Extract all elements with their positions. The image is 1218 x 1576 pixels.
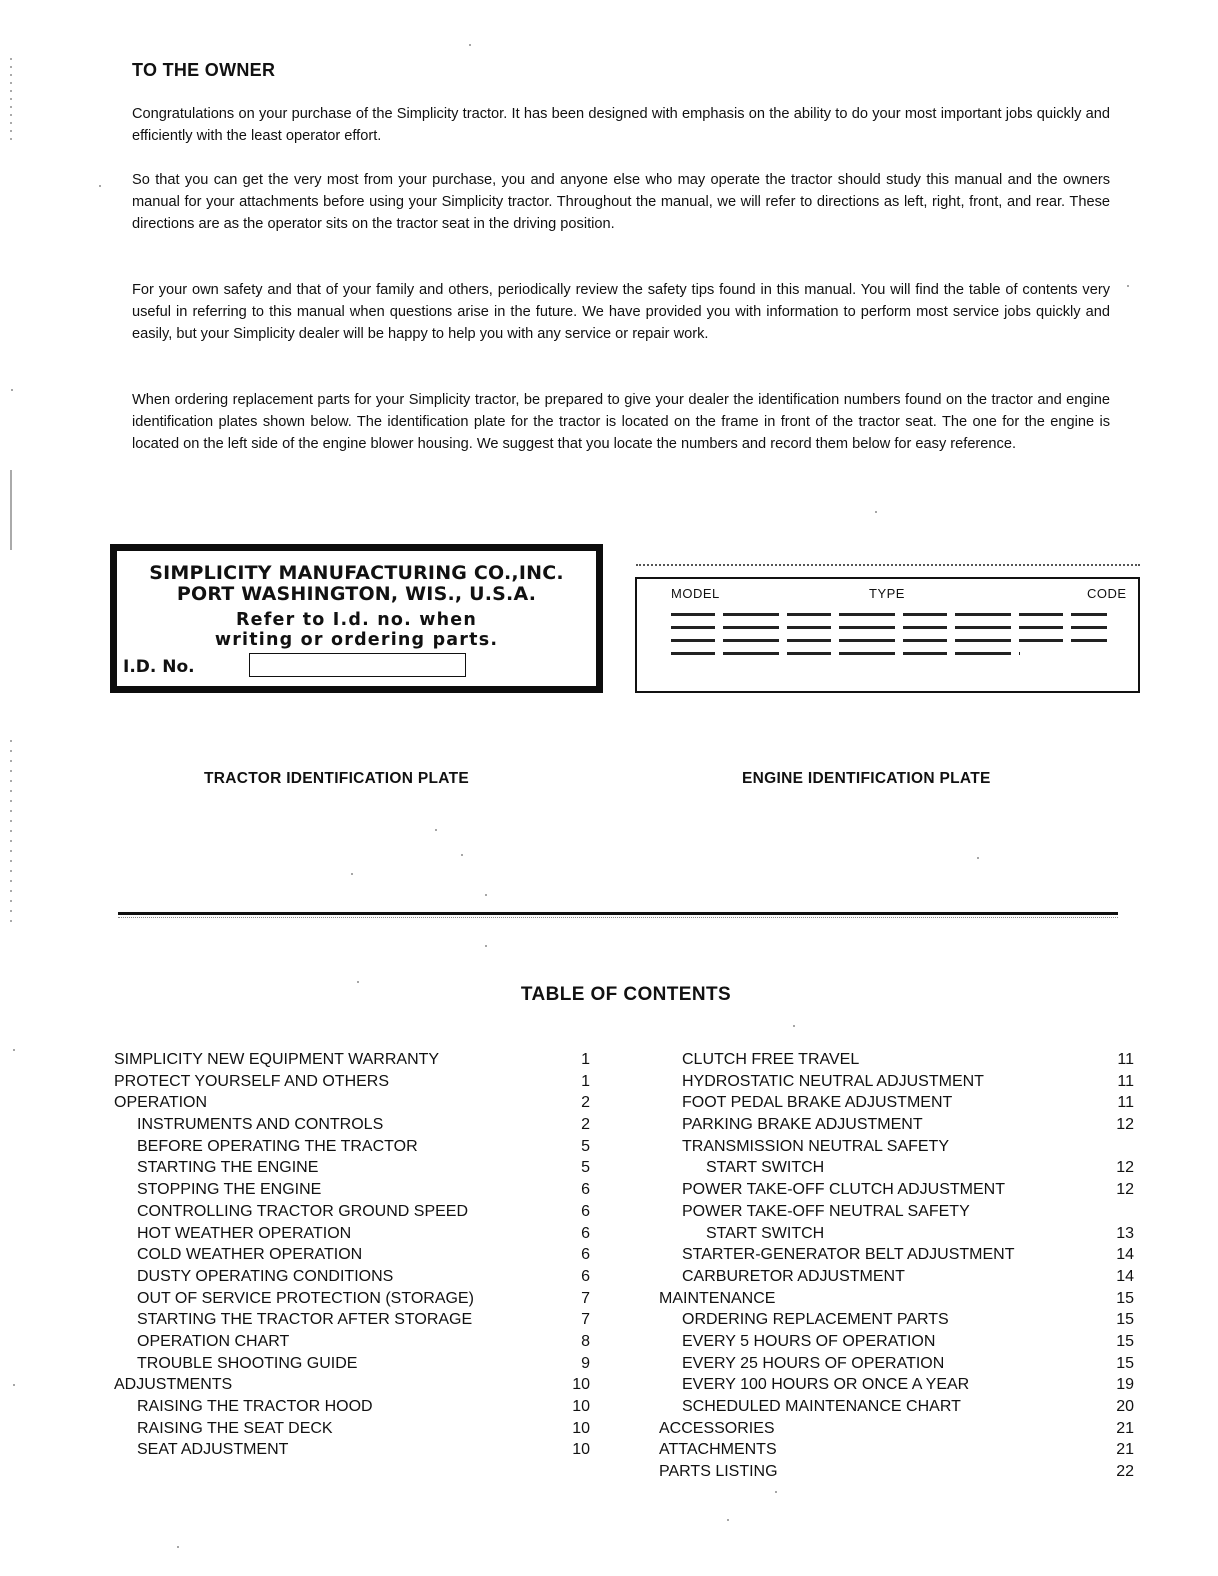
plate-id-field[interactable]	[249, 653, 466, 677]
toc-entry-page: 5	[581, 1137, 590, 1155]
toc-entry-page: 12	[1116, 1116, 1134, 1134]
toc-entry-page: 22	[1116, 1463, 1134, 1481]
toc-entry-title: CARBURETOR ADJUSTMENT	[682, 1267, 905, 1285]
toc-entry	[114, 1051, 594, 1073]
toc-entry-title: COLD WEATHER OPERATION	[137, 1246, 363, 1264]
toc-entry	[659, 1116, 1139, 1138]
toc-entry-title: OPERATION	[114, 1094, 208, 1112]
engine-identification-plate	[635, 577, 1140, 693]
toc-entry-page: 5	[581, 1159, 590, 1177]
toc-entry-page: 10	[572, 1419, 590, 1437]
toc-entry-page: 15	[1116, 1289, 1134, 1307]
toc-entry-page: 15	[1116, 1311, 1134, 1329]
toc-entry-title: STOPPING THE ENGINE	[137, 1181, 322, 1199]
toc-entry-title: STARTING THE ENGINE	[137, 1159, 319, 1177]
toc-left-column	[114, 1051, 594, 1463]
toc-entry	[114, 1376, 594, 1398]
toc-entry-page: 13	[1116, 1224, 1134, 1242]
toc-entry	[659, 1268, 1139, 1290]
toc-entry-title: ADJUSTMENTS	[114, 1376, 233, 1394]
toc-entry	[659, 1420, 1139, 1442]
toc-entry-title: RAISING THE TRACTOR HOOD	[137, 1398, 373, 1415]
toc-entry	[659, 1355, 1139, 1377]
toc-entry-page: 14	[1116, 1246, 1134, 1264]
toc-entry	[114, 1420, 594, 1442]
toc-entry-page: 2	[581, 1116, 590, 1134]
toc-entry-title: CONTROLLING TRACTOR GROUND SPEED	[137, 1202, 469, 1220]
tractor-identification-plate	[110, 544, 603, 693]
toc-right-column	[659, 1051, 1139, 1485]
toc-entry-title: EVERY 100 HOURS OR ONCE A YEAR	[682, 1376, 970, 1394]
toc-entry-page: 15	[1116, 1332, 1134, 1350]
plate-instruction-line1: Refer to I.d. no. when	[235, 610, 478, 630]
toc-entry-page: 1	[581, 1072, 590, 1090]
toc-entry-title: HYDROSTATIC NEUTRAL ADJUSTMENT	[682, 1072, 984, 1090]
toc-entry	[659, 1441, 1139, 1463]
toc-entry	[114, 1246, 594, 1268]
toc-entry	[114, 1398, 594, 1420]
toc-entry-page: 20	[1116, 1398, 1134, 1415]
engine-model-label: MODEL	[671, 586, 720, 601]
toc-entry-page: 6	[581, 1181, 590, 1199]
toc-entry	[114, 1181, 594, 1203]
toc-entry	[659, 1094, 1139, 1116]
tractor-plate-caption: TRACTOR IDENTIFICATION PLATE	[204, 770, 469, 787]
toc-entry-page: 7	[581, 1289, 590, 1307]
toc-entry	[659, 1398, 1139, 1420]
toc-entry-title: PARTS LISTING	[659, 1463, 778, 1481]
toc-entry	[114, 1138, 594, 1160]
toc-entry	[659, 1333, 1139, 1355]
toc-entry-page: 14	[1116, 1267, 1134, 1285]
engine-type-label: TYPE	[869, 586, 905, 601]
toc-entry-title: CLUTCH FREE TRAVEL	[682, 1051, 860, 1068]
toc-entry-title: ORDERING REPLACEMENT PARTS	[682, 1311, 949, 1329]
toc-entry-page: 6	[581, 1224, 590, 1242]
toc-entry	[114, 1094, 594, 1116]
toc-entry-title: START SWITCH	[706, 1159, 825, 1177]
toc-entry	[114, 1355, 594, 1377]
toc-entry	[659, 1246, 1139, 1268]
engine-plate-caption: ENGINE IDENTIFICATION PLATE	[742, 770, 991, 787]
intro-paragraph: Congratulations on your purchase of the Simplicity tractor. It has been designed with emphasis on the ability to do your most important jobs quickly and efficiently with the least operator effort.	[132, 106, 1110, 144]
toc-entry-page: 11	[1117, 1094, 1134, 1112]
toc-entry	[659, 1138, 1139, 1160]
toc-entry-title: OPERATION CHART	[137, 1332, 290, 1350]
section-divider-shadow	[118, 917, 1118, 918]
toc-entry-page: 6	[581, 1202, 590, 1220]
toc-entry-page: 7	[581, 1311, 590, 1329]
toc-entry-page: 8	[581, 1332, 590, 1350]
toc-entry-title: TROUBLE SHOOTING GUIDE	[137, 1354, 358, 1372]
page-heading: TO THE OWNER	[132, 60, 276, 80]
toc-entry-title: SIMPLICITY NEW EQUIPMENT WARRANTY	[114, 1051, 440, 1068]
plate-id-label: I.D. No.	[123, 657, 195, 677]
toc-entry-title: STARTER-GENERATOR BELT ADJUSTMENT	[682, 1246, 1015, 1264]
toc-entry-page: 21	[1116, 1419, 1134, 1437]
toc-entry-page: 12	[1116, 1159, 1134, 1177]
toc-entry-page: 1	[581, 1051, 590, 1068]
toc-entry	[659, 1376, 1139, 1398]
toc-entry	[659, 1463, 1139, 1485]
toc-entry-title: TRANSMISSION NEUTRAL SAFETY	[682, 1137, 949, 1155]
toc-entry-title: FOOT PEDAL BRAKE ADJUSTMENT	[682, 1094, 953, 1112]
toc-entry-title: MAINTENANCE	[659, 1289, 776, 1307]
toc-entry-title: OUT OF SERVICE PROTECTION (STORAGE)	[137, 1289, 474, 1307]
toc-entry	[659, 1159, 1139, 1181]
manual-paragraph: So that you can get the very most from your purchase, you and anyone else who may operate the tractor should study this manual and the owners manual for your attachments before using your Simplicity tractor. Throughout the manual, we will refer to directions as left, right, front, and rear. These directions are as the operator sits on the tractor seat in the driving position.	[132, 172, 1110, 232]
toc-entry-page: 19	[1116, 1376, 1134, 1394]
toc-entry	[114, 1290, 594, 1312]
toc-entry	[114, 1225, 594, 1247]
toc-entry	[659, 1181, 1139, 1203]
toc-entry	[659, 1311, 1139, 1333]
toc-entry-title: ATTACHMENTS	[659, 1441, 777, 1459]
toc-entry-title: INSTRUMENTS AND CONTROLS	[137, 1116, 384, 1134]
engine-plate-fine-print	[671, 613, 1107, 665]
toc-entry-title: HOT WEATHER OPERATION	[137, 1224, 352, 1242]
toc-entry	[114, 1116, 594, 1138]
toc-entry-page: 10	[572, 1441, 590, 1459]
toc-entry	[114, 1073, 594, 1095]
parts-paragraph: When ordering replacement parts for your Simplicity tractor, be prepared to give your dealer the identification numbers found on the tractor and engine identification plates shown below. The identification plate for the tractor is located on the frame in front of the tractor seat. The one for the engine is located on the left side of the engine blower housing. We suggest that you locate the numbers and record them below for easy reference.	[132, 392, 1110, 452]
toc-entry	[114, 1441, 594, 1463]
toc-entry-page: 10	[572, 1376, 590, 1394]
toc-entry-page: 15	[1116, 1354, 1134, 1372]
toc-entry-page: 10	[572, 1398, 590, 1415]
toc-entry	[659, 1051, 1139, 1073]
toc-entry	[659, 1290, 1139, 1312]
toc-entry-page: 6	[581, 1267, 590, 1285]
plate-company-name: SIMPLICITY MANUFACTURING CO.,INC.	[149, 562, 564, 584]
plate-instruction-line2: writing or ordering parts.	[214, 630, 499, 650]
toc-entry-page: 21	[1116, 1441, 1134, 1459]
toc-entry	[659, 1073, 1139, 1095]
toc-entry-title: PROTECT YOURSELF AND OTHERS	[114, 1072, 390, 1090]
section-divider	[118, 912, 1118, 915]
toc-entry-page: 6	[581, 1246, 590, 1264]
toc-entry	[114, 1159, 594, 1181]
toc-entry	[659, 1203, 1139, 1225]
toc-entry-title: EVERY 5 HOURS OF OPERATION	[682, 1332, 936, 1350]
engine-code-label: CODE	[1087, 586, 1127, 601]
toc-entry	[114, 1268, 594, 1290]
toc-entry	[114, 1203, 594, 1225]
toc-entry-page: 2	[581, 1094, 590, 1112]
toc-entry-page: 11	[1117, 1051, 1134, 1068]
toc-entry-page: 12	[1116, 1181, 1134, 1199]
toc-entry-title: SCHEDULED MAINTENANCE CHART	[682, 1398, 961, 1415]
toc-entry-title: BEFORE OPERATING THE TRACTOR	[137, 1137, 418, 1155]
toc-title: TABLE OF CONTENTS	[520, 984, 732, 1005]
toc-entry	[659, 1225, 1139, 1247]
toc-entry-title: SEAT ADJUSTMENT	[137, 1441, 289, 1459]
toc-entry-title: STARTING THE TRACTOR AFTER STORAGE	[137, 1311, 473, 1329]
toc-entry-title: EVERY 25 HOURS OF OPERATION	[682, 1354, 945, 1372]
toc-entry-page: 11	[1117, 1072, 1134, 1090]
toc-entry-title: START SWITCH	[706, 1224, 825, 1242]
toc-entry-title: POWER TAKE-OFF CLUTCH ADJUSTMENT	[682, 1181, 1005, 1199]
engine-plate-dotted-line	[636, 564, 1140, 566]
toc-entry-title: PARKING BRAKE ADJUSTMENT	[682, 1116, 923, 1134]
toc-entry	[114, 1333, 594, 1355]
toc-entry	[114, 1311, 594, 1333]
toc-entry-title: ACCESSORIES	[659, 1419, 775, 1437]
toc-entry-page: 9	[581, 1354, 590, 1372]
toc-entry-title: POWER TAKE-OFF NEUTRAL SAFETY	[682, 1202, 970, 1220]
toc-entry-title: RAISING THE SEAT DECK	[137, 1419, 333, 1437]
toc-entry-title: DUSTY OPERATING CONDITIONS	[137, 1267, 394, 1285]
plate-company-location: PORT WASHINGTON, WIS., U.S.A.	[176, 583, 537, 605]
safety-paragraph: For your own safety and that of your family and others, periodically review the safety tips found in this manual. You will find the table of contents very useful in referring to this manual when questions arise in the future. We have provided you with information to perform most service jobs quickly and easily, but your Simplicity dealer will be happy to help you with any service or repair work.	[132, 282, 1110, 342]
